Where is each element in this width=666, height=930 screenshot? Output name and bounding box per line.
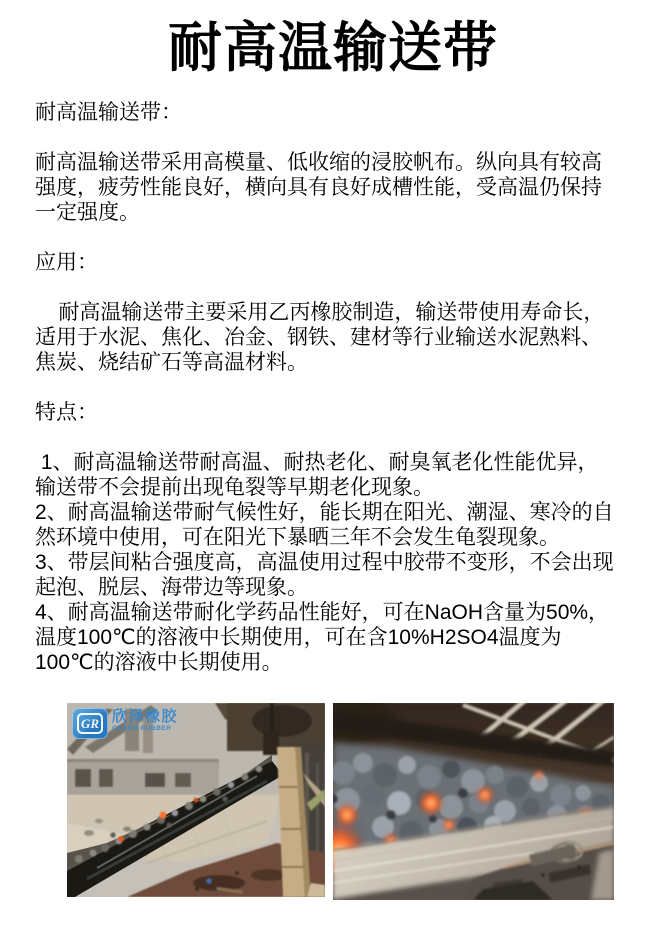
feature-item-4: 4、耐高温输送带耐化学药品性能好，可在NaOH含量为50%，温度100℃的溶液中长期使用，可在含10%H2SO4温度为100℃的溶液中长期使用。 bbox=[35, 601, 610, 674]
brand-watermark bbox=[72, 708, 178, 739]
features-label: 特点： bbox=[35, 401, 98, 424]
spacer bbox=[35, 375, 618, 400]
application-label: 应用： bbox=[35, 251, 98, 274]
article-body bbox=[0, 100, 666, 675]
brand-logo-icon bbox=[72, 708, 108, 739]
photo-factory-conveyor bbox=[67, 703, 325, 897]
brand-name-en: GRAND RUBBER bbox=[112, 725, 172, 732]
page-title: 耐高温输送带 bbox=[168, 18, 498, 78]
brand-logo-text bbox=[112, 708, 178, 733]
intro-paragraph: 耐高温输送带采用高模量、低收缩的浸胶帆布。纵向具有较高强度，疲劳性能良好，横向具有良好成槽性能，受高温仍保持一定强度。 bbox=[35, 151, 602, 224]
spacer bbox=[35, 425, 618, 450]
spacer bbox=[35, 125, 618, 150]
application-paragraph: 耐高温输送带主要采用乙丙橡胶制造，输送带使用寿命长，适用于水泥、焦化、冶金、钢铁、建材等行业输送水泥熟料、焦炭、烧结矿石等高温材料。 bbox=[35, 301, 605, 374]
brand-name-cn: 欣泽橡胶 bbox=[112, 708, 179, 725]
photo-hot-sinter-closeup bbox=[333, 703, 614, 900]
feature-item-1: 1、耐高温输送带耐高温、耐热老化、耐臭氧老化性能优异，输送带不会提前出现龟裂等早期老化现象。 bbox=[35, 451, 599, 499]
spacer bbox=[35, 275, 618, 300]
intro-label: 耐高温输送带： bbox=[35, 101, 182, 124]
brand-monogram: GR bbox=[77, 713, 103, 734]
feature-item-3: 3、带层间粘合强度高，高温使用过程中胶带不变形，不会出现起泡、脱层、海带边等现象。 bbox=[35, 551, 614, 599]
spacer bbox=[35, 225, 618, 250]
photo-row bbox=[0, 703, 666, 900]
hot-sinter-illustration bbox=[333, 703, 614, 900]
feature-item-2: 2、耐高温输送带耐气候性好，能长期在阳光、潮湿、寒冷的自然环境中使用，可在阳光下暴晒三年不会发生龟裂现象。 bbox=[35, 501, 614, 549]
